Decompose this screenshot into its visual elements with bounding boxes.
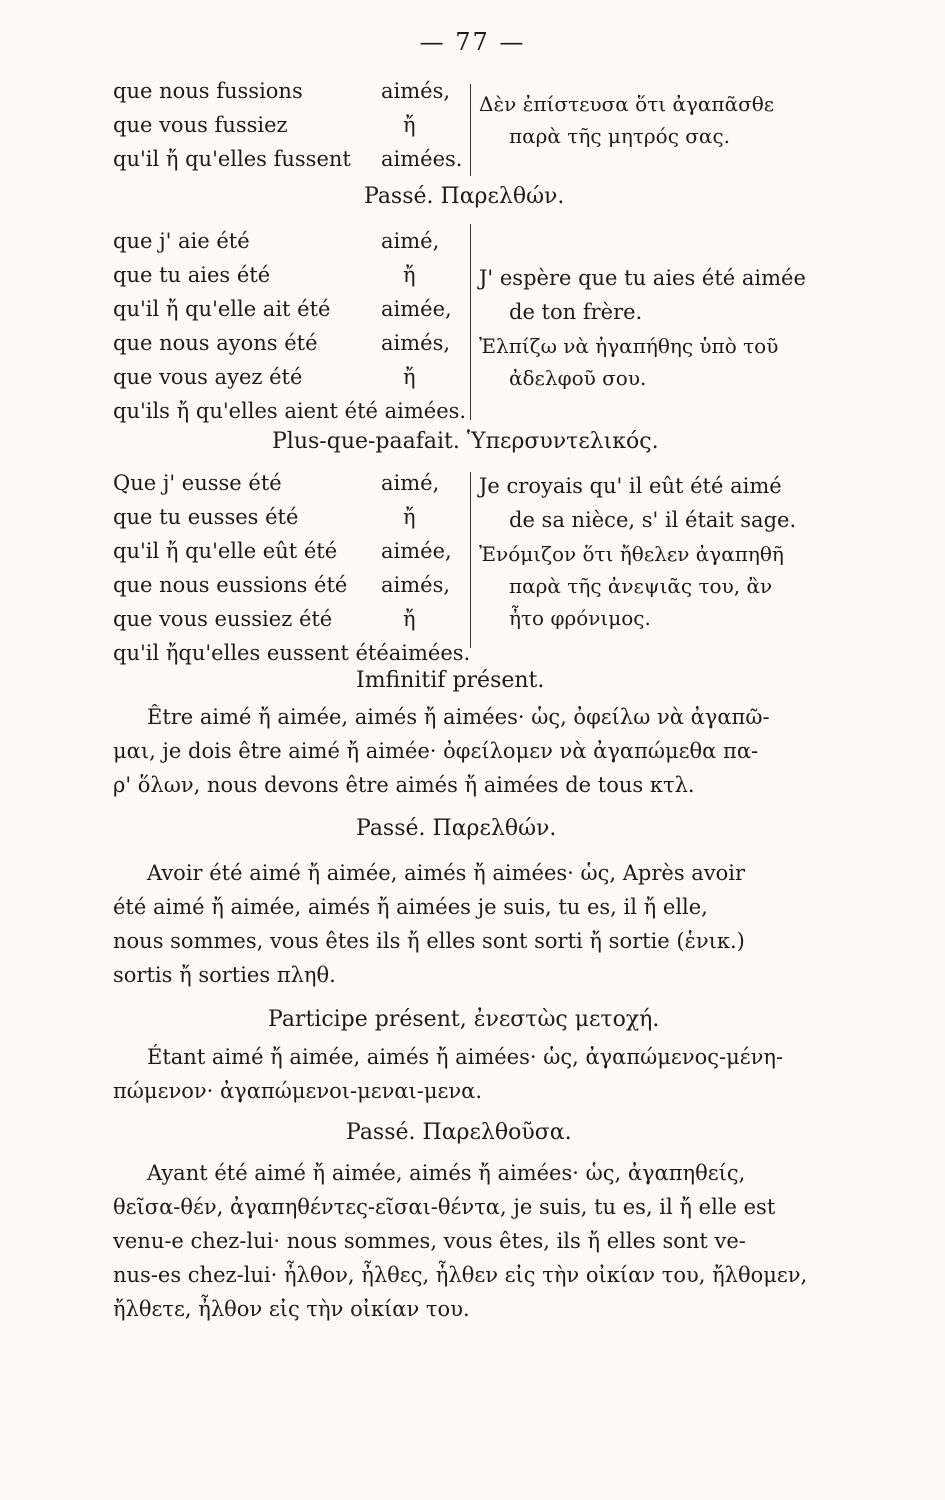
page-number: — 77 — [419, 28, 526, 56]
conj-row: que vous fussiez ἤ [113, 113, 416, 137]
participe-paragraph: Étant aimé ἤ aimée, aimés ἤ aimées· ὡς, ἀγαπώμενος-μένη- πώμενον· ἀγαπώμενοι-μεναι-μενα. [113, 1045, 784, 1103]
greek-example: Δὲν ἐπίστευσα ὅτι ἀγαπᾶσθε [479, 92, 775, 116]
section-heading-passe-part: Passé. Παρελθοῦσα. [346, 1120, 572, 1145]
passe-inf-paragraph: Avoir été aimé ἤ aimée, aimés ἤ aimées· ὡς, Après avoir été aimé ἤ aimée, aimés ἤ aimées je suis, tu es, il ἤ elle, nous sommes, vous êtes ils ἤ elles sont sorti ἤ sortie (ἑνικ.) sortis ἤ sorties πληθ. [113, 861, 746, 987]
section-heading-infinitif: Imfinitif présent. [356, 668, 545, 693]
section-heading-participe: Participe présent, ἐνεστὼς μετοχή. [268, 1007, 660, 1032]
conj-row: que nous fussions aimés, [113, 79, 451, 103]
column-divider [470, 472, 471, 648]
pqp-block: Que j' eusse été aimé, que tu eusses été ἤ qu'il ἤ qu'elle eût été aimée, que nous eussions été aimés, que vous eussiez été ἤ qu'il ἤqu'elles eussent étéaimées. Je croyais qu' il eût été aimé de sa nièce, s' il était sage. Ἐνόμιζον ὅτι ἤθελεν ἀγαπηθῆ παρὰ τῆς ἀνεψιᾶς του, ἂν ἦτο φρόνιμος. [113, 471, 797, 665]
section-heading-passe: Passé. Παρελθών. [364, 184, 565, 209]
subj-imperfect-block [113, 74, 813, 176]
column-divider [470, 84, 471, 176]
passe-block: que j' aie été aimé, que tu aies été ἤ qu'il ἤ qu'elle ait été aimée, que nous ayons été aimés, que vous ayez été ἤ qu'ils ἤ qu'elles aient été aimées. J' espère que tu aies été aimée de ton frère. Ἐλπίζω νὰ ἠγαπήθης ὑπὸ τοῦ ἀδελφοῦ σου. [113, 224, 813, 428]
column-divider [470, 224, 471, 420]
conj-row: qu'il ἤ qu'elles fussent aimées. [113, 147, 463, 171]
infinitif-paragraph: Être aimé ἤ aimée, aimés ἤ aimées· ὡς, ὀφείλω νὰ ἀγαπῶ- μαι, je dois être aimé ἤ aimée· ὀφείλομεν νὰ ἀγαπώμεθα πα- ρ' ὅλων, nous devons être aimés ἤ aimées de tous κτλ. [113, 705, 770, 797]
section-heading-passe-inf: Passé. Παρελθών. [356, 816, 557, 841]
passe-part-paragraph: Ayant été aimé ἤ aimée, aimés ἤ aimées· ὡς, ἀγαπηθείς, θεῖσα-θέν, ἀγαπηθέντες-εῖσαι-θέντα, je suis, tu es, il ἤ elle est venu-e chez-lui· nous sommes, vous êtes, ils ἤ elles sont ve- nus-es chez-lui· ἦλθον, ἦλθες, ἦλθεν εἰς τὴν οἰκίαν του, ἤλθομεν, ἤλθετε, ἦλθον εἰς τὴν οἰκίαν του. [113, 1161, 808, 1321]
section-heading-pqp: Plus-que-paafait. Ὑπερσυντελικός. [272, 429, 659, 454]
greek-example: παρὰ τῆς μητρός σας. [509, 124, 730, 148]
